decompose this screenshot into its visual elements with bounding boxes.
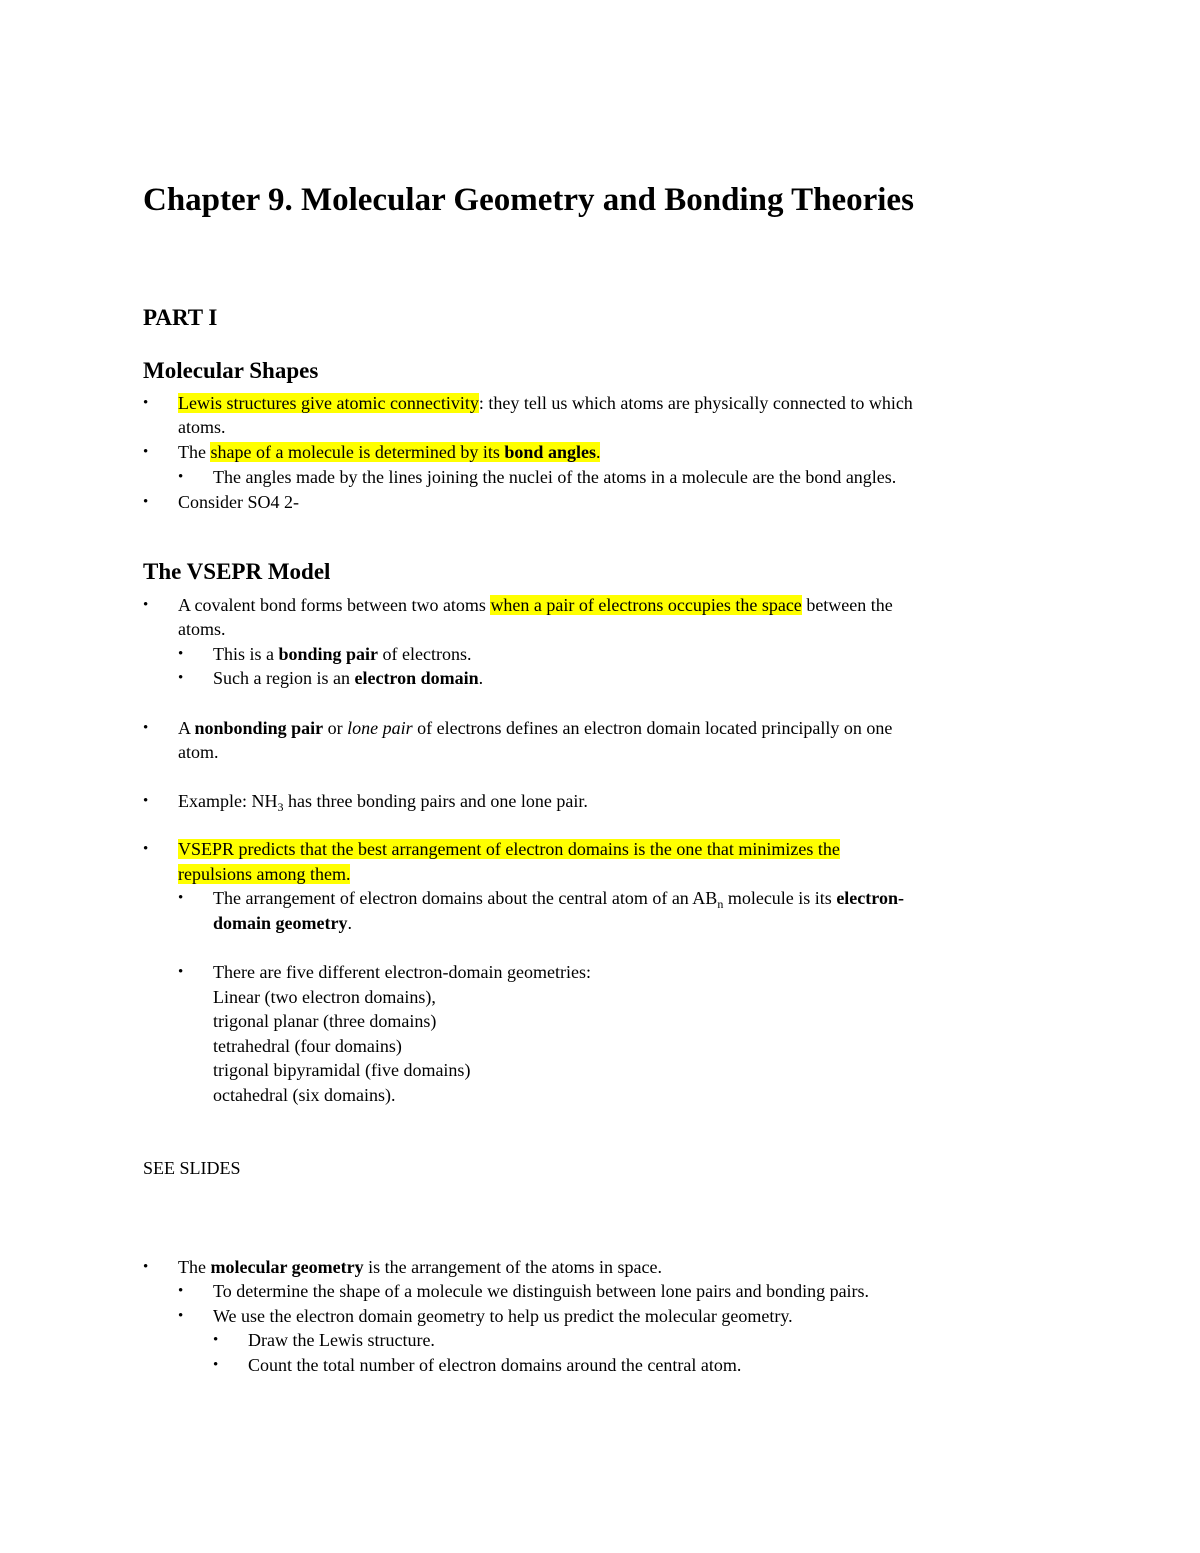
list-item-continuation: atoms. — [178, 619, 226, 639]
sub-sub-list-item: Count the total number of electron domains around the central atom. — [248, 1355, 742, 1375]
bullet-icon: • — [143, 720, 149, 736]
bullet-icon: • — [213, 1357, 219, 1373]
list-item — [178, 837, 840, 861]
highlighted-text: when a pair of electrons occupies the space — [490, 595, 802, 615]
list-item: A nonbonding pair or lone pair of electrons defines an electron domain located principally on one — [178, 718, 893, 738]
list-item-continuation: atoms. — [178, 417, 226, 437]
geometry-line: tetrahedral (four domains) — [213, 1036, 402, 1056]
bullet-icon: • — [178, 646, 184, 662]
bullet-icon: • — [143, 793, 149, 809]
sub-list-item: To determine the shape of a molecule we distinguish between lone pairs and bonding pairs. — [213, 1281, 870, 1301]
bullet-icon: • — [178, 1283, 184, 1299]
geometry-line: Linear (two electron domains), — [213, 987, 436, 1007]
bullet-icon: • — [143, 597, 149, 613]
sub-sub-list-item: Draw the Lewis structure. — [248, 1330, 435, 1350]
list-item: Lewis structures give atomic connectivity: they tell us which atoms are physically connected to which — [178, 393, 913, 413]
geometry-line: octahedral (six domains). — [213, 1085, 396, 1105]
list-item-continuation — [178, 862, 350, 886]
highlighted-text: Lewis structures give atomic connectivity — [178, 393, 479, 413]
see-slides-note: SEE SLIDES — [143, 1158, 241, 1178]
bullet-icon: • — [143, 841, 149, 857]
list-item: A covalent bond forms between two atoms when a pair of electrons occupies the space between the — [178, 595, 893, 615]
highlighted-text: shape of a molecule is determined by its bond angles. — [210, 442, 601, 462]
bullet-icon: • — [178, 964, 184, 980]
list-item-continuation: atom. — [178, 742, 219, 762]
list-item: Example: $NH_3$ has three bonding pairs and one lone pair. — [178, 791, 588, 814]
section-heading-molecular-shapes: Molecular Shapes — [143, 358, 319, 383]
sub-list-item: This is a bonding pair of electrons. — [213, 644, 472, 664]
part-heading: PART I — [143, 305, 218, 330]
bullet-icon: • — [178, 1308, 184, 1324]
sub-list-item: Such a region is an electron domain. — [213, 668, 484, 688]
bullet-icon: • — [143, 444, 149, 460]
list-item: The shape of a molecule is determined by its bond angles. — [178, 442, 601, 462]
bullet-icon: • — [178, 469, 184, 485]
sub-list-item: We use the electron domain geometry to help us predict the molecular geometry. — [213, 1306, 793, 1326]
bullet-icon: • — [143, 1259, 149, 1275]
highlighted-text: repulsions among them. — [178, 864, 351, 884]
list-item: Consider SO4 2- — [178, 492, 299, 512]
bullet-icon: • — [178, 890, 184, 906]
bullet-icon: • — [213, 1332, 219, 1348]
geometry-line: trigonal planar (three domains) — [213, 1011, 437, 1031]
sub-list-item-continuation: domain geometry. — [213, 913, 352, 933]
section-heading-vsepr-model: The VSEPR Model — [143, 559, 331, 584]
bullet-icon: • — [178, 670, 184, 686]
sub-list-item: There are five different electron-domain geometries: — [213, 962, 591, 982]
bullet-icon: • — [143, 494, 149, 510]
list-item: The molecular geometry is the arrangement of the atoms in space. — [178, 1257, 662, 1277]
geometry-line: trigonal bipyramidal (five domains) — [213, 1060, 471, 1080]
highlighted-text: VSEPR predicts that the best arrangement of electron domains is the one that minimizes the — [178, 839, 840, 859]
sub-list-item: The angles made by the lines joining the nuclei of the atoms in a molecule are the bond angles. — [213, 467, 897, 487]
bullet-icon: • — [143, 395, 149, 411]
sub-list-item: The arrangement of electron domains about the central atom of an $AB_n$ molecule is its electron- — [213, 888, 904, 911]
page-title: Chapter 9. Molecular Geometry and Bonding Theories — [143, 182, 914, 218]
